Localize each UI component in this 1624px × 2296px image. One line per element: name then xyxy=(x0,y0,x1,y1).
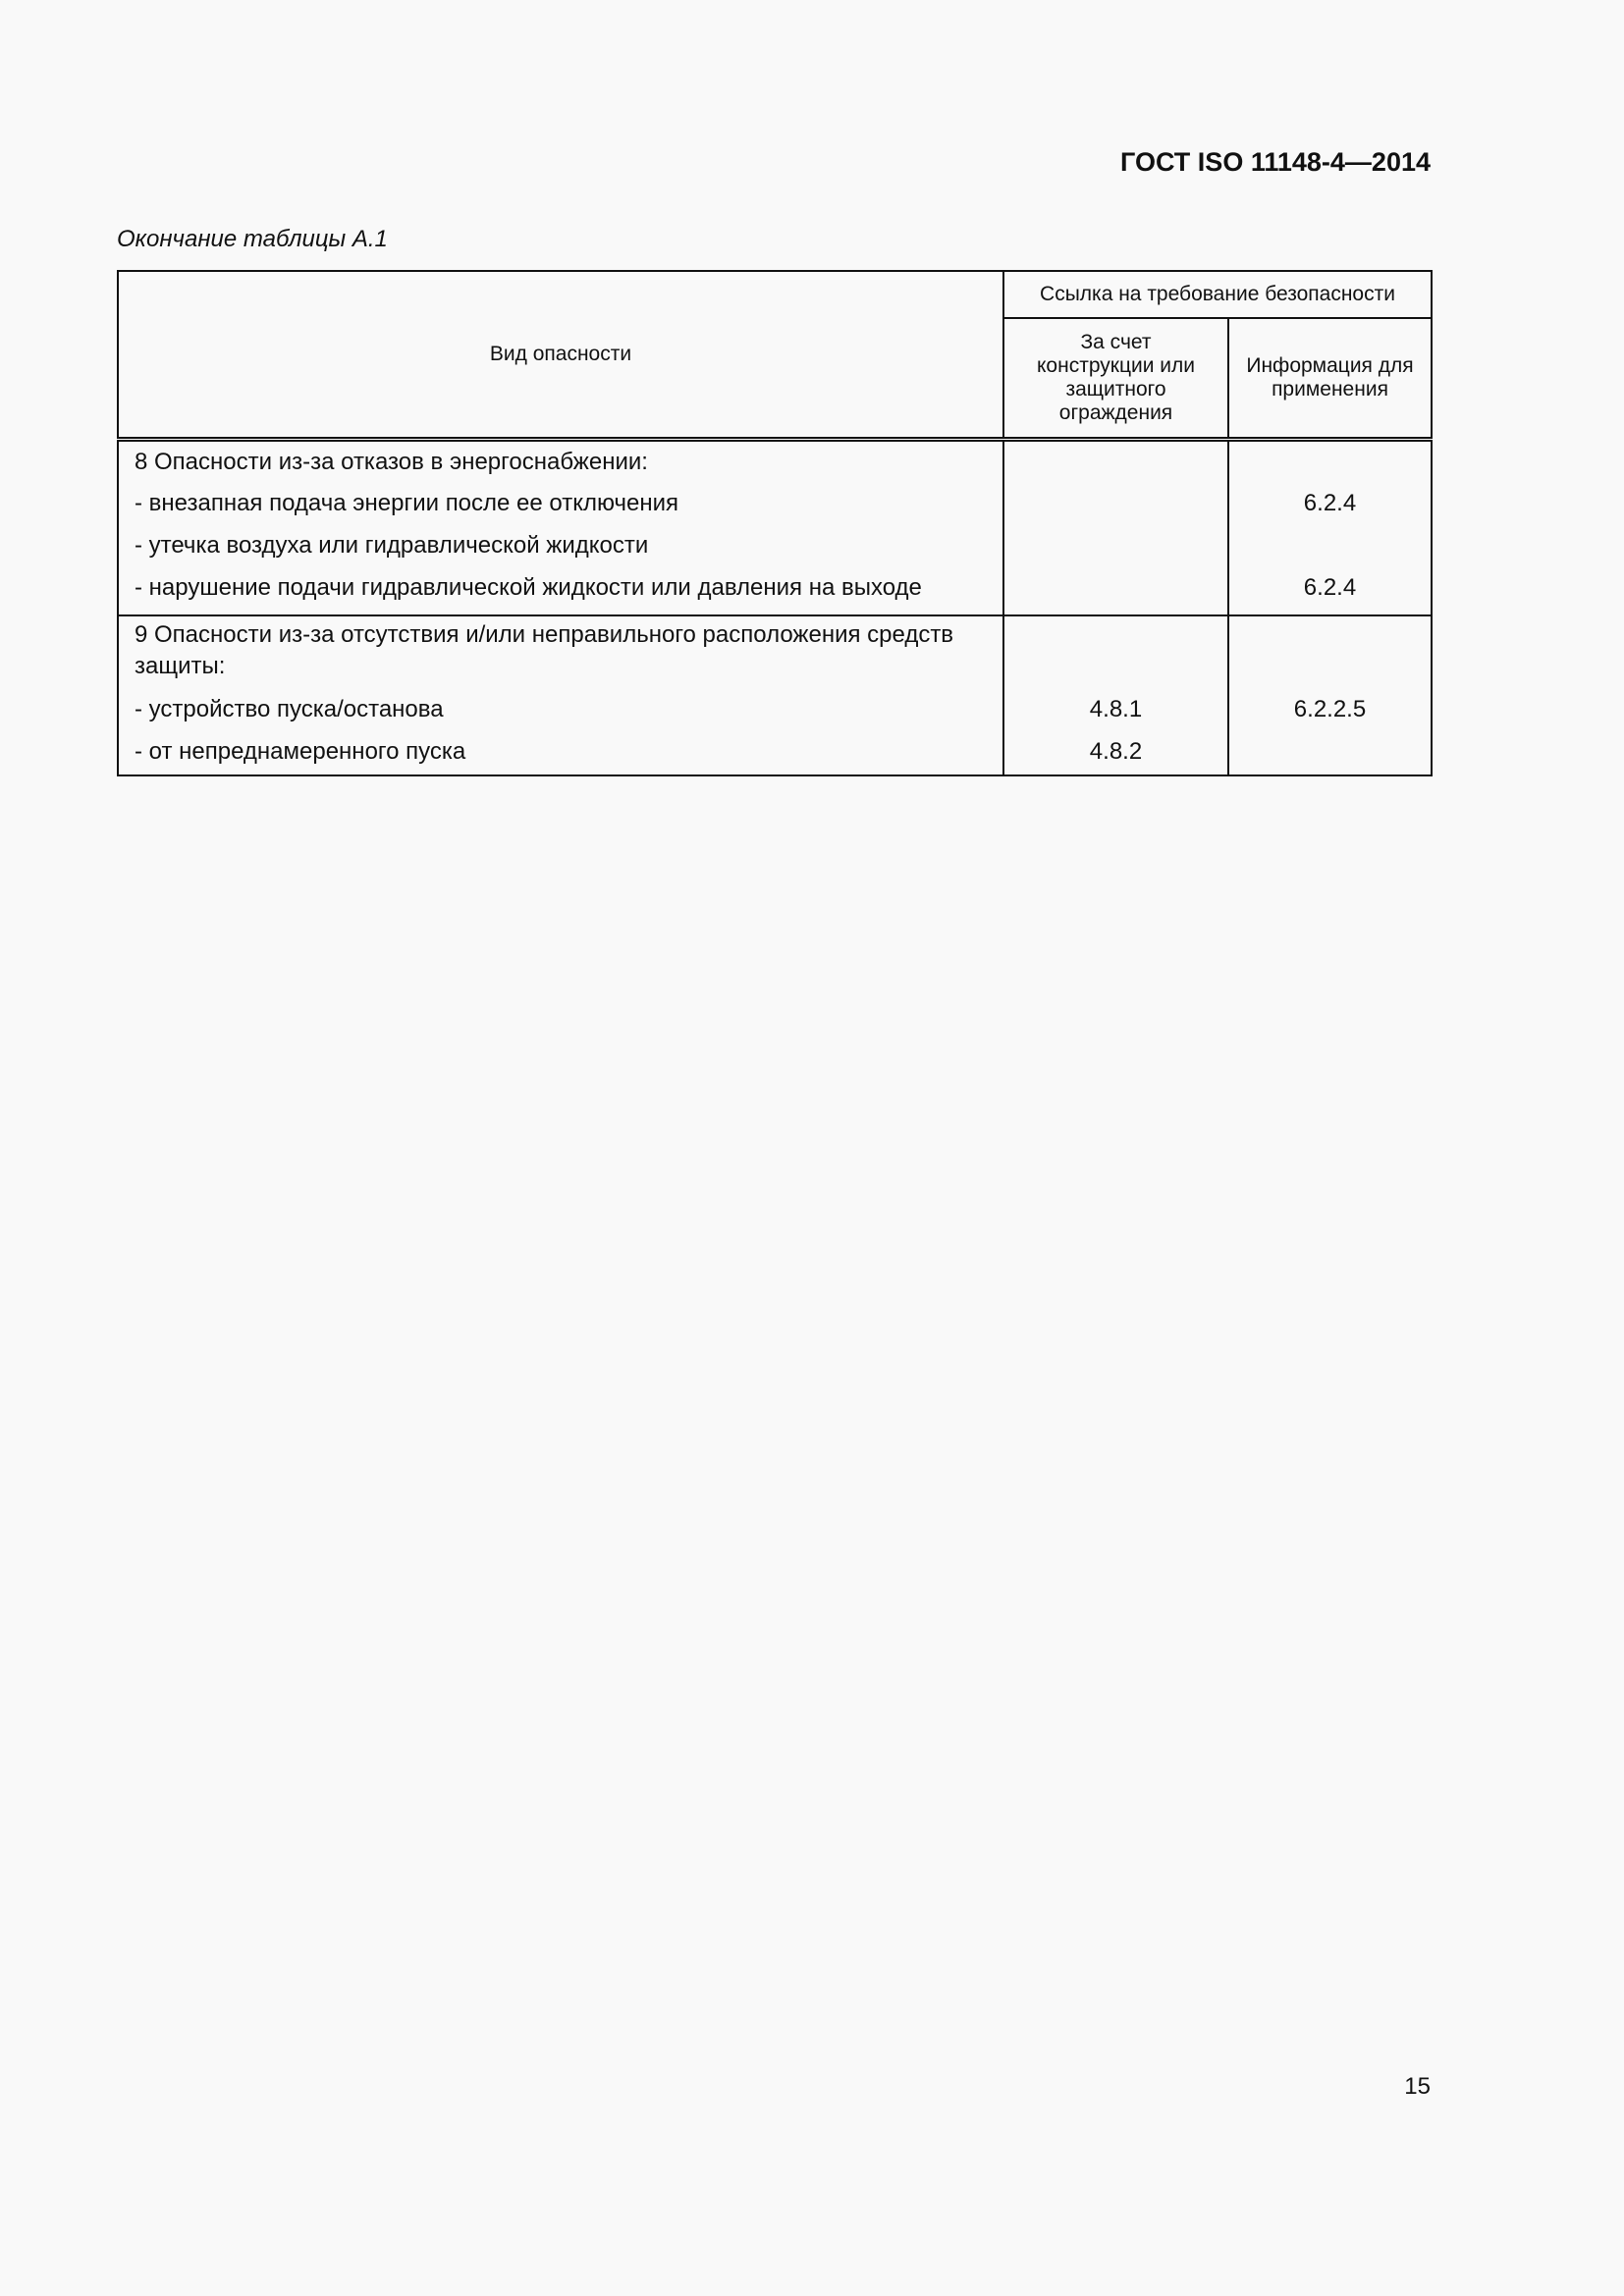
column-header-reference: Ссылка на требование безопасности xyxy=(1003,271,1432,318)
list-item: - внезапная подача энергии после ее отключения xyxy=(135,490,678,516)
column-header-info: Информация для применения xyxy=(1228,318,1432,440)
design-ref: 4.8.2 xyxy=(1089,738,1143,765)
info-ref xyxy=(1229,730,1431,773)
design-ref xyxy=(1004,482,1227,524)
document-code: ГОСТ ISO 11148-4—2014 xyxy=(1120,147,1431,177)
info-ref xyxy=(1229,524,1431,566)
list-item: - устройство пуска/останова xyxy=(135,696,444,722)
hazard-cell xyxy=(118,615,1003,775)
list-item: - утечка воздуха или гидравлической жидкости xyxy=(135,532,649,559)
table-row xyxy=(118,440,1432,616)
table-caption: Окончание таблицы А.1 xyxy=(117,226,388,252)
column-header-design: За счет конструкции или защитного ограждения xyxy=(1003,318,1228,440)
info-cell xyxy=(1228,440,1432,616)
design-ref xyxy=(1004,524,1227,566)
group-title: 9 Опасности из-за отсутствия и/или неправильного расположения средств защиты: xyxy=(135,621,954,679)
info-ref: 6.2.2.5 xyxy=(1293,696,1367,722)
hazards-table xyxy=(117,270,1433,776)
info-cell xyxy=(1228,615,1432,775)
column-header-hazard: Вид опасности xyxy=(118,271,1003,440)
design-ref xyxy=(1004,566,1227,609)
group-title: 8 Опасности из-за отказов в энергоснабжении: xyxy=(135,449,648,475)
list-item: - от непреднамеренного пуска xyxy=(135,738,466,765)
design-cell xyxy=(1003,615,1228,775)
info-ref: 6.2.4 xyxy=(1303,490,1357,516)
hazard-cell xyxy=(118,440,1003,616)
table-row xyxy=(118,615,1432,775)
info-ref: 6.2.4 xyxy=(1303,574,1357,601)
page-number: 15 xyxy=(1404,2073,1431,2100)
list-item: - нарушение подачи гидравлической жидкости или давления на выходе xyxy=(135,574,922,601)
design-cell xyxy=(1003,440,1228,616)
design-ref: 4.8.1 xyxy=(1089,696,1143,722)
